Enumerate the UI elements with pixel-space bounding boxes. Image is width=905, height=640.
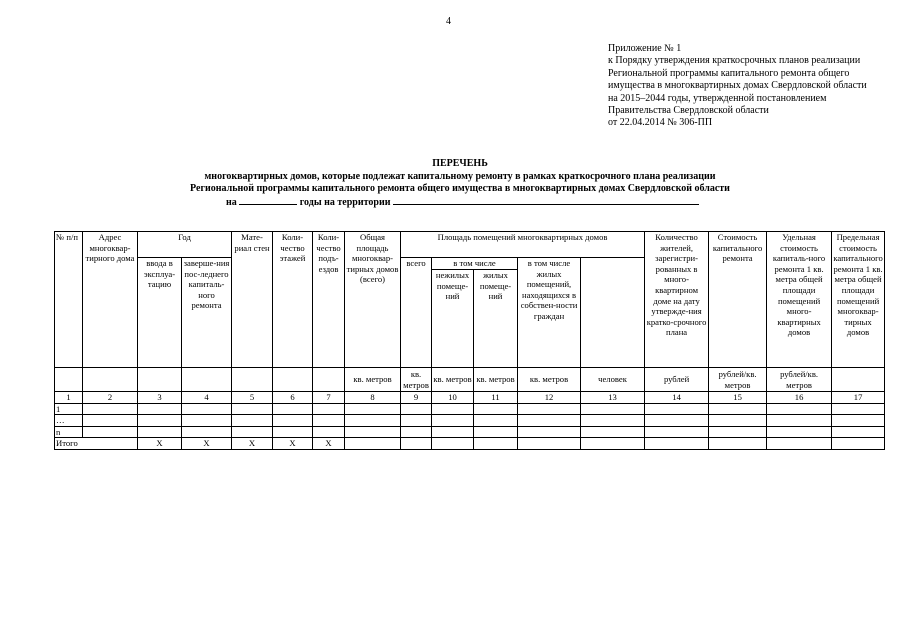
header-premises-area: Площадь помещений многоквартирных домов: [401, 232, 645, 258]
total-cell: Х: [232, 438, 273, 450]
title-line-1: многоквартирных домов, которые подлежат капитальному ремонту в рамках краткосрочного плана реализации: [204, 170, 716, 182]
header-entrances: Коли-чество подъ-ездов: [313, 232, 345, 368]
title-heading: ПЕРЕЧЕНЬ: [432, 158, 488, 169]
header-area-total: всего: [401, 258, 432, 368]
unit-cell: рублей/кв. метров: [767, 368, 832, 392]
unit-cell: человек: [581, 368, 645, 392]
unit-cell: кв. метров: [518, 368, 581, 392]
header-address: Адрес многоквар-тирного дома: [83, 232, 138, 368]
unit-cell: кв. метров: [401, 368, 432, 392]
appendix-line: Правительства Свердловской области: [608, 105, 769, 117]
appendix-line: к Порядку утверждения краткосрочных планов реализации: [608, 55, 861, 67]
document-title: [60, 158, 860, 196]
unit-cell: рублей: [645, 368, 709, 392]
column-number: 10: [432, 392, 474, 404]
column-number: 15: [709, 392, 767, 404]
appendix-line: на 2015–2044 годы, утвержденной постановлением: [608, 92, 827, 104]
column-number: 13: [581, 392, 645, 404]
column-number: 14: [645, 392, 709, 404]
appendix-line: от 22.04.2014 № 306-ПП: [608, 117, 713, 129]
column-number: 6: [273, 392, 313, 404]
total-label: Итого: [55, 438, 138, 450]
header-including: в том числе: [432, 258, 518, 270]
period-years-blank: [239, 195, 297, 205]
total-cell: Х: [182, 438, 232, 450]
total-cell: Х: [273, 438, 313, 450]
column-number: 17: [832, 392, 885, 404]
header-year: Год: [138, 232, 232, 258]
appendix-line: имущества в многоквартирных домах Свердловской области: [608, 80, 867, 92]
column-number: 2: [83, 392, 138, 404]
header-citizen-owned: в том числе жилых помещений, находящихся в собствен-ности граждан: [518, 258, 581, 368]
table-row: [55, 426, 885, 438]
appendix-line: Приложение № 1: [608, 43, 682, 54]
row-number: n: [55, 426, 83, 438]
table-row: [55, 415, 885, 427]
unit-cell: кв. метров: [345, 368, 401, 392]
column-number: 12: [518, 392, 581, 404]
header-last-repair: заверше-ния пос-леднего капиталь-ного ремонта: [182, 258, 232, 368]
column-number: 3: [138, 392, 182, 404]
header-max-unit-cost: Предельная стоимость капитального ремонта 1 кв. метра общей площади помещений многоквар-тирных домов: [832, 232, 885, 368]
column-number-row: [55, 392, 885, 404]
column-number: 4: [182, 392, 232, 404]
header-residential: жилых помеще-ний: [474, 270, 518, 368]
column-number: 9: [401, 392, 432, 404]
buildings-table: [54, 231, 885, 450]
header-total-area: Общая площадь многоквар-тирных домов (всего): [345, 232, 401, 368]
table-row: [55, 403, 885, 415]
unit-cell: рублей/кв. метров: [709, 368, 767, 392]
total-cell: Х: [313, 438, 345, 450]
header-non-residential: нежилых помеще-ний: [432, 270, 474, 368]
header-floors: Коли-чество этажей: [273, 232, 313, 368]
title-line-2: Региональной программы капитального ремонта общего имущества в многоквартирных домах Свердловской области: [190, 183, 730, 194]
unit-cell: кв. метров: [474, 368, 518, 392]
header-unit-cost: Удельная стоимость капиталь-ного ремонта 1 кв. метра общей площади помещений много-квартирных домов: [767, 232, 832, 368]
header-wall-material: Мате-риал стен: [232, 232, 273, 368]
appendix-line: Региональной программы капитального ремонта общего: [608, 67, 850, 79]
header-residents: Количество жителей, зарегистри-рованных в много-квартирном доме на дату утвержде-ния кратко-срочного плана: [645, 232, 709, 368]
column-number: 16: [767, 392, 832, 404]
total-row: [55, 438, 885, 450]
header-commissioning: ввода в эксплуа-тацию: [138, 258, 182, 368]
appendix-note: [608, 43, 898, 130]
total-cell: Х: [138, 438, 182, 450]
header-repair-cost: Стоимость капитального ремонта: [709, 232, 767, 368]
column-number: 7: [313, 392, 345, 404]
period-line: [226, 195, 699, 208]
unit-cell: кв. метров: [432, 368, 474, 392]
column-number: 11: [474, 392, 518, 404]
page-number: 4: [446, 16, 451, 27]
period-prefix: на: [226, 197, 237, 208]
column-number: 1: [55, 392, 83, 404]
column-number: 8: [345, 392, 401, 404]
row-number: 1: [55, 403, 83, 415]
period-mid: годы на территории: [299, 197, 391, 208]
row-number: …: [55, 415, 83, 427]
territory-blank: [393, 195, 699, 205]
column-number: 5: [232, 392, 273, 404]
header-number: № п/п: [55, 232, 83, 368]
